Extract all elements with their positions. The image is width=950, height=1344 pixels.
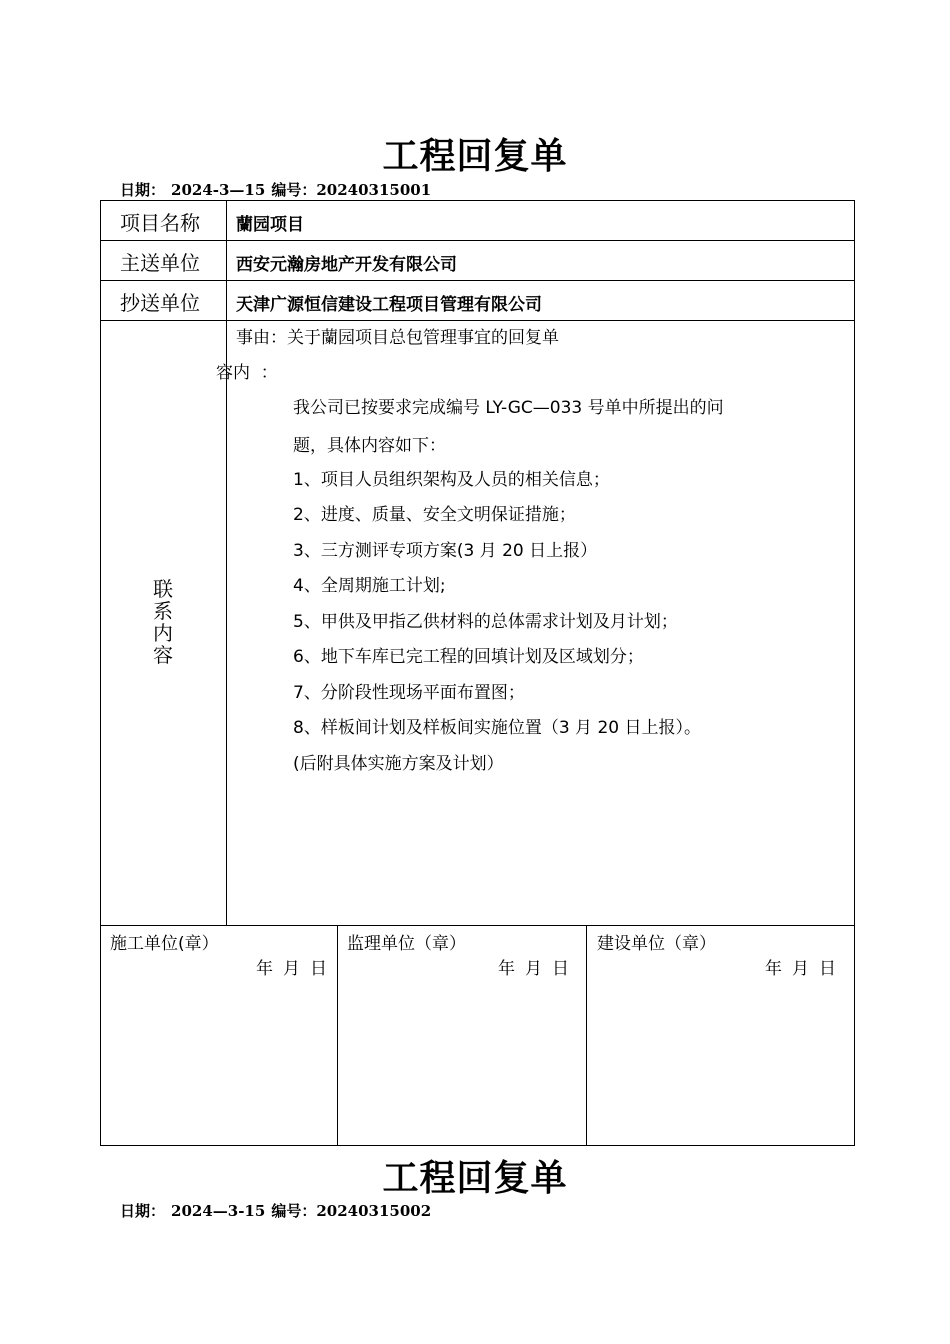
- number-value: 20240315001: [316, 181, 432, 199]
- date-value: 2024—3-15: [171, 1202, 266, 1220]
- row-divider: [100, 240, 855, 241]
- content-label-char: 联: [153, 577, 173, 601]
- content-label-char: 系: [153, 599, 173, 623]
- supervisor-date: 年月日: [498, 959, 579, 979]
- list-item: 3、三方测评专项方案(3 月 20 日上报）: [293, 541, 598, 561]
- project-name-label: 项目名称: [120, 211, 200, 235]
- row-divider: [100, 320, 855, 321]
- cc-recipient-value: 天津广源恒信建设工程项目管理有限公司: [236, 295, 542, 315]
- content-heading: 容内 ：: [216, 363, 278, 383]
- contractor-seal-label: 施工单位(章）: [110, 934, 219, 954]
- form-title: 工程回复单: [382, 136, 568, 177]
- row-divider: [100, 925, 855, 926]
- cc-recipient-label: 抄送单位: [120, 291, 200, 315]
- column-divider: [337, 925, 338, 1146]
- supervisor-seal-label: 监理单位（章）: [347, 934, 466, 954]
- list-item: 8、样板间计划及样板间实施位置（3 月 20 日上报）。: [293, 718, 701, 738]
- date-label: 日期：: [120, 1202, 166, 1220]
- content-label-char: 内: [153, 621, 173, 645]
- number-label: 编号：: [271, 181, 317, 199]
- intro-line-1: 我公司已按要求完成编号 LY-GC—033 号单中所提出的问: [293, 398, 724, 418]
- list-item: 7、分阶段性现场平面布置图；: [293, 683, 525, 703]
- owner-seal-label: 建设单位（章）: [597, 934, 716, 954]
- project-name-value: 蘭园项目: [236, 215, 304, 235]
- list-item: (后附具体实施方案及计划）: [293, 754, 504, 774]
- number-label: 编号：: [271, 1202, 317, 1220]
- contractor-date: 年月日: [256, 959, 337, 979]
- subject-line: 事由：关于蘭园项目总包管理事宜的回复单: [236, 328, 559, 348]
- number-value: 20240315002: [316, 1202, 432, 1220]
- list-item: 5、甲供及甲指乙供材料的总体需求计划及月计划；: [293, 612, 678, 632]
- form-title-2: 工程回复单: [382, 1158, 568, 1199]
- content-label-char: 容: [153, 643, 173, 667]
- form-meta: [120, 179, 437, 200]
- main-recipient-label: 主送单位: [120, 251, 200, 275]
- main-recipient-value: 西安元瀚房地产开发有限公司: [236, 255, 457, 275]
- date-label: 日期：: [120, 181, 166, 199]
- intro-line-2: 题，具体内容如下：: [293, 436, 446, 456]
- content-label: [150, 578, 176, 666]
- row-divider: [100, 280, 855, 281]
- list-item: 4、全周期施工计划;: [293, 576, 446, 596]
- list-item: 6、地下车库已完工程的回填计划及区域划分；: [293, 647, 644, 667]
- list-item: 1、项目人员组织架构及人员的相关信息；: [293, 470, 610, 490]
- form-meta-2: [120, 1200, 437, 1221]
- owner-date: 年月日: [765, 959, 846, 979]
- date-value: 2024-3—15: [171, 181, 266, 199]
- column-divider: [586, 925, 587, 1146]
- column-divider: [226, 200, 227, 925]
- list-item: 2、进度、质量、安全文明保证措施；: [293, 505, 576, 525]
